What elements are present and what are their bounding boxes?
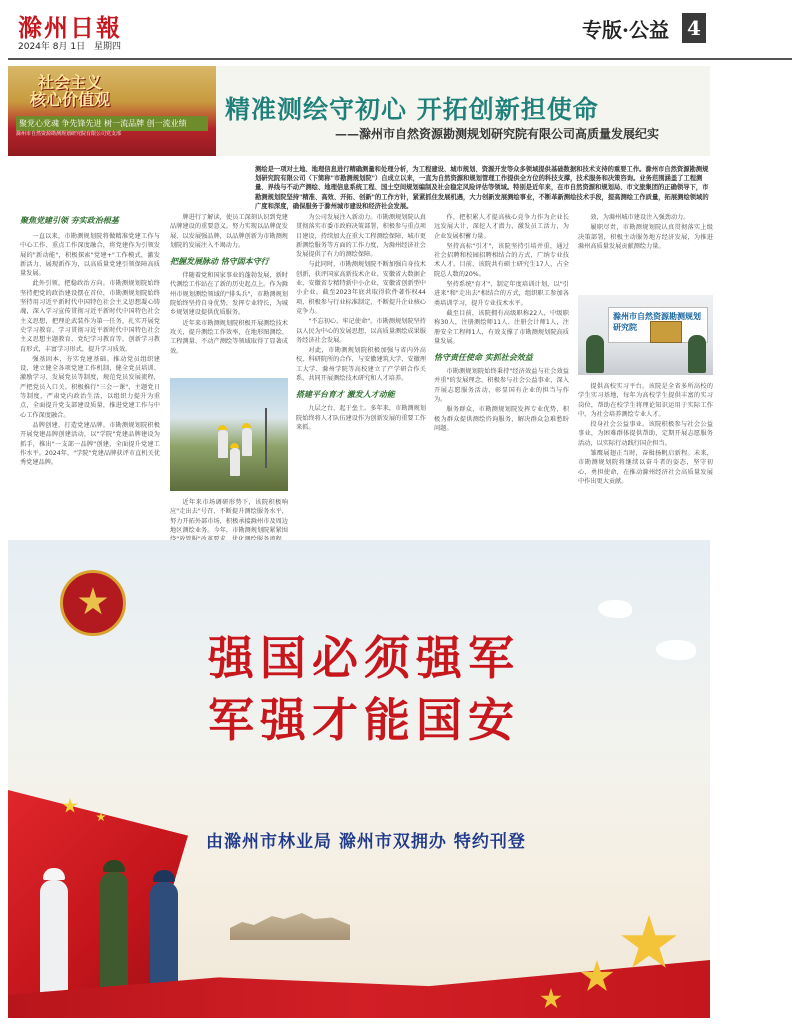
banner-photo	[8, 66, 216, 156]
paper-name: 滁州日報	[18, 13, 122, 42]
section-heading-talent: 搭建平台育才 激发人才动能	[296, 389, 395, 400]
column-1-body	[20, 232, 160, 467]
award-plaque	[650, 321, 682, 343]
photo-title-line1: 社会主义	[38, 73, 103, 92]
poster-slogan-line2: 军强才能国安	[208, 693, 520, 747]
column-4	[434, 213, 569, 434]
photo-title-line2: 核心价值观	[30, 90, 111, 109]
paragraph: 效，为滁州城市建设注入强劲动力。	[590, 214, 690, 221]
paragraph: 近年来市勘测规划院积极开展测绘技术攻关，提升测绘工作效率，在地形图测绘、工程测量、不动产测绘等领域取得了显著成效。	[170, 319, 288, 355]
paragraph: 对此，市勘测规划院积极加强与省内外高校、科研院所的合作，与安徽建筑大学、安徽理工大学、滁州学院等高校建立了产学研合作关系，共同开展测绘技术研究和人才培养。	[296, 347, 426, 383]
section-heading-responsibility: 恪守责任使命 实抓社会效益	[434, 352, 533, 363]
paragraph: 九层之台，起于垒土。多年来，市勘测规划院始终将人才队伍建设作为创新发展的重要工作来抓。	[296, 405, 426, 431]
column-5-body-2	[578, 382, 713, 487]
column-2-body-2	[170, 271, 288, 356]
article-intro: 测绘是一项对土地、地理信息进行精确测量和处理分析，为工程建设、城市规划、资源开发等众多领域提供基础数据和技术支持的重要工作。滁州市自然资源勘测规划研究院有限公司（下简称"市勘测规划院"）自成立以来，一直为自然资源和规划管理工作提供全方位的科技支撑，技术服务和决策咨询。业务范围涵盖了工程测量、界线与不动产测绘、地理信息系统工程、国土空间规划编制及社会稳定风险评估等领域。特别是近年来，在市自然资源和规划局、市文旅集团的正确领导下，市勘测规划院坚持"精准、高效、开拓、创新"的工作方针，紧紧抓住发展机遇，大力创新发展测绘事业，不断革新测绘技术手段，提高测绘工作质量，拓展测绘领域的广度和深度，确保服务于滁州城市建设和经济社会发展。	[255, 166, 709, 210]
paragraph: 此外引领，把稳政治方向。市勘测规划院始终坚持把党的政治建设摆在首位，市勘测规划院始终坚持用习近平新时代中国特色社会主义思想凝心铸魂，深入学习宣传贯彻习近平新时代中国特色社会主义思想，把理论武装作为第一任务，扎实开展党史学习教育、学习贯彻习近平新时代中国特色社会主义思想主题教育、党纪学习教育等，创新学习教育形式，丰富学习形式，提升学习质效。	[20, 280, 160, 353]
paragraph: 投身社会公益事业。该院积极参与社会公益事业，为困难群体提供帮助，定期开展志愿服务活动，以实际行动践行国企担当。	[578, 421, 713, 447]
paragraph: 服务群众，市勘测规划院发挥专业优势，积极为群众提供测绘咨询服务，解决群众急难愁盼问题。	[434, 406, 569, 432]
article-subheadline: ——滁州市自然资源勘测规划研究院有限公司高质量发展纪实	[335, 127, 660, 141]
section-title: 专版·公益	[582, 18, 669, 42]
paragraph: 伴随着党和国家事业的蓬勃发展，新时代测绘工作站在了新的历史起点上。作为滁州市规划测绘领域的"排头兵"，市勘测规划院始终坚持自身优势，发挥专业特长，为城乡规划建设提供优质服务。	[170, 272, 288, 317]
paragraph: 截至目前，该院拥有高级职称22人，中级职称30人，注册测绘师11人、注册会计师1人，注册安全工程师1人，有效支撑了市勘测规划院高质量发展。	[434, 309, 569, 345]
column-3	[296, 213, 426, 433]
page-number: 4	[682, 13, 706, 43]
dove-icon	[598, 600, 632, 618]
column-5-body	[578, 213, 713, 252]
masthead-divider	[8, 58, 792, 60]
article-headline: 精准测绘守初心 开拓创新担使命	[225, 95, 599, 124]
paragraph: 作，把积累人才提高核心竞争力作为企业长远发展大计，深挖人才潜力，激发员工活力，为企业发展积蓄力量。	[434, 214, 569, 240]
column-2	[170, 213, 288, 357]
column-1	[20, 215, 160, 468]
date-text: 2024年 8月 1日	[18, 42, 86, 52]
paragraph: 履职尽责，市勘测规划院认真贯彻落实上级决策部署，积极主动服务地方经济发展，为推进滁州高质量发展贡献测绘力量。	[578, 224, 713, 250]
paragraph: 与此同时，市勘测规划院不断加强自身技术创新，获评国家高新技术企业、安徽省大数据企业、安徽省专精特新中小企业、安徽省创新型中小企业。截至2023年底共取得软件著作权44项、积极参与行业标准制定，不断提升企业核心竞争力。	[296, 261, 426, 315]
column-3-body-2	[296, 404, 426, 432]
poster-sponsor: 由滁州市林业局 滁州市双拥办 特约刊登	[206, 832, 526, 852]
column-4-body-2	[434, 367, 569, 433]
surveyors-photo	[170, 378, 288, 491]
paragraph: 坚持系统"育才"，制定年度培训计划，以"引进来"和"走出去"相结合的方式，组织职工参加各类培训学习，提升专业技术水平。	[434, 281, 569, 307]
paragraph: 品牌创建，打造党建品牌。市勘测规划院积极开展党建品牌创建活动，以"学院"党建品牌建设为抓手，推出"一支部一品牌"创建，全面提升党建工作水平。2024年，"学院"党建品牌获评市直机关优秀党建品牌。	[20, 421, 160, 467]
column-2-body	[170, 213, 288, 250]
paragraph: 雏鹰展翅正当时，奋楫扬帆启新程。未来，市勘测规划院将继续以奋斗者的姿态，坚守初心，勇担使命，在推动滁州经济社会高质量发展中作出更大贡献。	[578, 450, 713, 485]
column-3-body	[296, 213, 426, 383]
paragraph: 强基固本，夯实党建基础。推动党员组织建设，建立健全各项党建工作机制，健全党员培训、激励学习、发展党员等制度，规范党员发展流程，严把党员入口关。积极推行"三会一课"、主题党日等制度，严肃党内政治生活，以组织力提升为重点，全面提升党支部建设质量，推进党建工作与中心工作深度融合。	[20, 355, 160, 419]
column-4-body	[434, 213, 569, 346]
paragraph: 近年来市场调研形势下，该院积极响应"走出去"号召，不断提升测绘服务水平，努力开拓外部市场，积极承接滁州市及周边地区测绘业务。今年，市勘测规划院紧紧围	[170, 499, 288, 534]
paragraph: 牌进行了解读，使员工深刻认识到党建品牌建设的重要意义。努力实现以品牌促发展、以发展强品牌，以品牌创新为市勘测规划院的发展注入不竭动力。	[170, 214, 288, 249]
navy-soldier	[40, 880, 68, 1005]
photo-subtitle: 滁州市自然资源勘测规划研究院有限公司党支部	[16, 131, 122, 137]
institute-sign-photo	[578, 295, 713, 375]
section-heading-party: 聚焦党建引领 夯实政治根基	[20, 215, 119, 225]
issue-date	[18, 39, 127, 52]
paragraph: 提供高校实习平台。该院是全省多所高校的学生实习基地，每年为高校学生提供丰富的实习岗位，帮助在校学生将理论知识运用于实际工作中，为社会培养测绘专业人才。	[578, 383, 713, 418]
paragraph: 市勘测规划院始终秉持"经济效益与社会效益并重"的发展理念，积极参与社会公益事业，深入开展志愿服务活动，彰显国有企业的担当与作为。	[434, 368, 569, 404]
army-soldier	[100, 872, 128, 997]
paragraph: "不忘初心、牢记使命"。市勘测规划院坚持以人民为中心的发展思想，以高质量测绘成果服务经济社会发展。	[296, 318, 426, 344]
bayi-emblem-icon	[60, 570, 126, 636]
poster-slogan-line1: 强国必须强军	[208, 631, 520, 685]
paragraph: 一直以来，市勘测规划院将做精准党建工作与中心工作、重点工作深度融合，将党建作为引领发展的"新动能"，积极探索"党建+"工作模式，激发新活力、展现新作为，以高质量党建引领保障高质量发展。	[20, 233, 160, 278]
masthead	[0, 0, 800, 60]
photo-title	[30, 74, 110, 108]
institute-nameplate: 滁州市自然资源勘测规划研究院	[608, 307, 708, 343]
weekday-text: 星期四	[93, 42, 121, 52]
dove-icon	[656, 640, 696, 660]
section-heading-development: 把握发展脉动 恪守固本守行	[170, 256, 269, 267]
paragraph: 坚持高标"引才"，该院坚持引培并重，通过社会招聘和校园招聘相结合的方式，广纳专业技术人才。目前，该院共有硕士研究生17人，占全院总人数的20%。	[434, 242, 569, 278]
photo-slogan: 聚党心党魂 争先锋先进 树一流品牌 创一流业绩	[16, 116, 208, 131]
paragraph: 为公司发展注入新动力。市勘测规划院认真贯彻落实市委市政府决策部署，积极参与重点项目建设，持续加大在重大工程测绘保障、城市更新测绘服务等方面的工作力度，为滁州经济社会发展提供了有力的测绘保障。	[296, 214, 426, 259]
